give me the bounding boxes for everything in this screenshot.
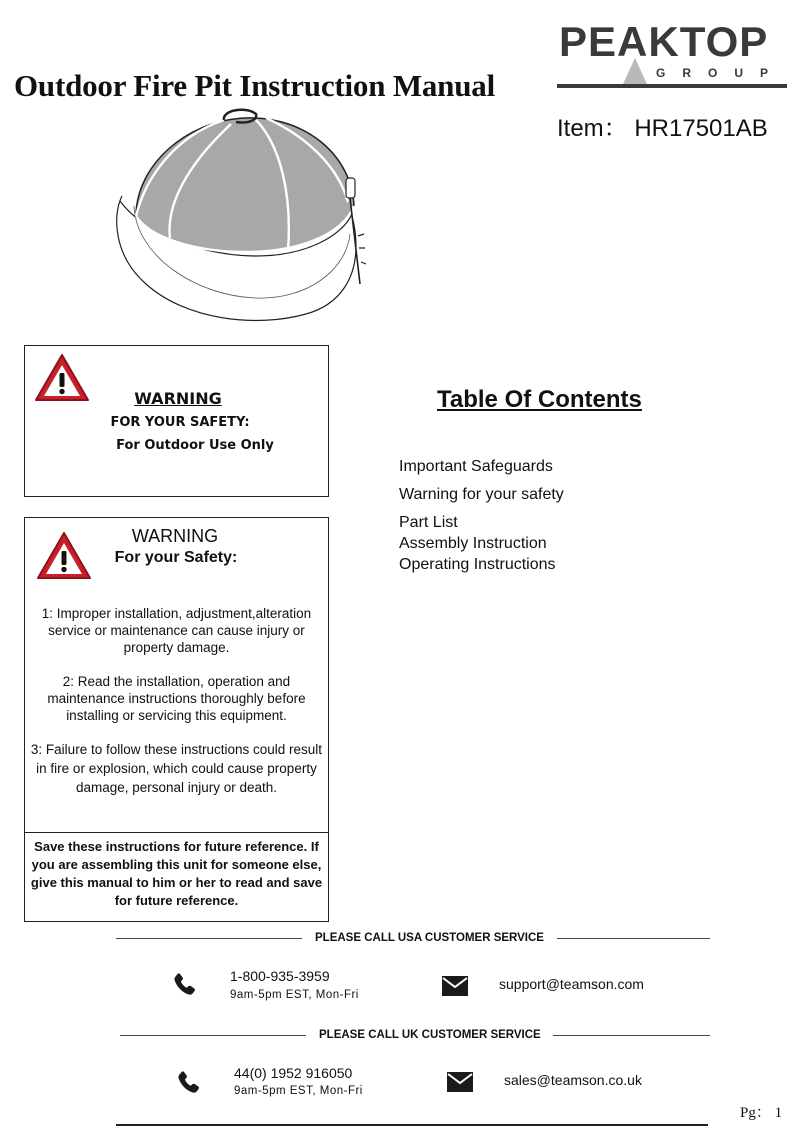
phone-icon <box>174 1068 202 1098</box>
logo-wordmark: PEAKTOP <box>559 18 769 65</box>
divider-line <box>120 1035 306 1036</box>
warning-triangle-icon <box>35 530 93 582</box>
safety-item-1: 1: Improper installation, adjustment,alteration service or maintenance can cause injury or property damage. <box>41 606 312 655</box>
warning-box-safety <box>24 517 329 922</box>
usa-service-heading: PLEASE CALL USA CUSTOMER SERVICE <box>315 932 544 944</box>
usa-hours: 9am-5pm EST, Mon-Fri <box>230 989 359 1001</box>
usa-email[interactable]: support@teamson.com <box>499 976 644 992</box>
uk-service-heading: PLEASE CALL UK CUSTOMER SERVICE <box>319 1029 541 1041</box>
logo-bar <box>557 84 787 88</box>
peaktop-logo <box>555 18 791 90</box>
warning-title: WARNING <box>134 389 222 408</box>
save-instructions-note: Save these instructions for future reference. If you are assembling this unit for someone else, give this manual to him or her to read and save for future reference. <box>30 839 323 908</box>
warning-subtitle: For your Safety: <box>114 549 238 566</box>
page-number: Pg： 1 <box>740 1105 783 1121</box>
footer-rule <box>116 1124 708 1126</box>
divider-line <box>557 938 710 939</box>
usa-phone-number[interactable]: 1-800-935-3959 <box>230 968 330 984</box>
safety-item-2: 2: Read the installation, operation and maintenance instructions thoroughly before installing or servicing this equipment. <box>47 674 306 723</box>
phone-icon <box>170 970 198 1000</box>
document-title: Outdoor Fire Pit Instruction Manual <box>14 68 495 103</box>
uk-email[interactable]: sales@teamson.co.uk <box>504 1072 642 1088</box>
mail-icon <box>441 975 469 997</box>
warning-title: WARNING <box>131 526 219 546</box>
toc-item: Important Safeguards <box>399 458 553 475</box>
warning-for-your-safety: FOR YOUR SAFETY: <box>110 415 250 430</box>
safety-item-3: 3: Failure to follow these instructions could result in fire or explosion, which could cause property damage, personal injury or death. <box>30 742 323 795</box>
divider-line <box>116 938 302 939</box>
toc-item: Operating Instructions <box>399 556 556 573</box>
divider-line <box>553 1035 710 1036</box>
warning-triangle-icon <box>33 352 91 404</box>
mail-icon <box>446 1071 474 1093</box>
warning-box-outdoor <box>24 345 329 497</box>
warning-outdoor-use: For Outdoor Use Only <box>116 438 274 453</box>
logo-group-text: GROUP <box>656 66 786 80</box>
fire-pit-icon <box>117 110 366 321</box>
toc-item: Warning for your safety <box>399 486 564 503</box>
item-number: Item： HR17501AB <box>557 115 768 142</box>
toc-item: Assembly Instruction <box>399 535 547 552</box>
uk-phone-number[interactable]: 44(0) 1952 916050 <box>234 1065 353 1081</box>
uk-hours: 9am-5pm EST, Mon-Fri <box>234 1085 363 1097</box>
toc-item: Part List <box>399 514 458 531</box>
box-divider <box>25 832 328 833</box>
logo-triangle-icon <box>623 58 647 84</box>
toc-title: Table Of Contents <box>437 386 642 413</box>
fire-pit-illustration <box>106 106 386 340</box>
